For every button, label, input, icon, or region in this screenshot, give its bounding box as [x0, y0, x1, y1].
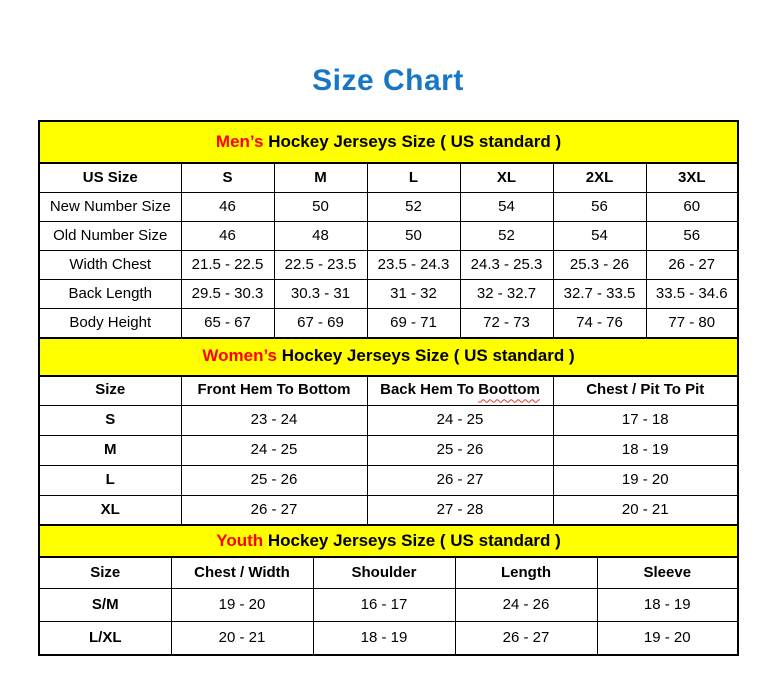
- womens-band-row: [39, 338, 738, 376]
- mens-data-cell: 54: [553, 222, 646, 251]
- mens-data-cell: 48: [274, 222, 367, 251]
- youth-section-title-rest: Hockey Jerseys Size ( US standard ): [263, 530, 561, 550]
- womens-data-cell: 19 - 20: [553, 465, 738, 495]
- mens-data-cell: 52: [367, 193, 460, 222]
- youth-data-cell: 18 - 19: [313, 622, 455, 656]
- womens-row-label: M: [39, 435, 181, 465]
- womens-header-cell: Chest / Pit To Pit: [553, 376, 738, 406]
- youth-header-cell: Shoulder: [313, 557, 455, 589]
- womens-row-label: XL: [39, 495, 181, 526]
- womens-header-cell: Front Hem To Bottom: [181, 376, 367, 406]
- mens-data-cell: 46: [181, 193, 274, 222]
- youth-data-row: [39, 622, 738, 656]
- mens-header-row: [39, 163, 738, 193]
- youth-header-cell: Length: [455, 557, 597, 589]
- mens-row-label: Old Number Size: [39, 222, 181, 251]
- mens-data-cell: 30.3 - 31: [274, 280, 367, 309]
- youth-section-title-highlight: Youth: [216, 530, 264, 550]
- mens-header-cell: 3XL: [646, 163, 738, 193]
- womens-data-cell: 27 - 28: [367, 495, 553, 526]
- youth-data-cell: 16 - 17: [313, 589, 455, 622]
- size-tables-container: [38, 120, 737, 656]
- youth-data-cell: 18 - 19: [597, 589, 738, 622]
- mens-section-title-highlight: Men’s: [215, 131, 264, 151]
- page-title: Size Chart: [312, 64, 464, 97]
- womens-data-cell: 24 - 25: [367, 405, 553, 435]
- womens-data-row: [39, 465, 738, 495]
- mens-band-row: [39, 121, 738, 163]
- mens-data-row: [39, 280, 738, 309]
- mens-data-cell: 32.7 - 33.5: [553, 280, 646, 309]
- mens-data-cell: 46: [181, 222, 274, 251]
- womens-header-cell: Size: [39, 376, 181, 406]
- mens-header-cell: XL: [460, 163, 553, 193]
- mens-row-label: Back Length: [39, 280, 181, 309]
- womens-size-table: [38, 337, 739, 527]
- womens-section-title-highlight: Women’s: [202, 346, 277, 366]
- youth-data-cell: 26 - 27: [455, 622, 597, 656]
- mens-row-label: Width Chest: [39, 251, 181, 280]
- womens-data-cell: 20 - 21: [553, 495, 738, 526]
- youth-data-cell: 24 - 26: [455, 589, 597, 622]
- youth-header-cell: Sleeve: [597, 557, 738, 589]
- mens-section-title-rest: Hockey Jerseys Size ( US standard ): [263, 131, 562, 151]
- youth-size-table: [38, 524, 739, 656]
- mens-data-cell: 56: [646, 222, 738, 251]
- womens-row-label: S: [39, 405, 181, 435]
- mens-data-cell: 32 - 32.7: [460, 280, 553, 309]
- youth-header-cell: Chest / Width: [171, 557, 313, 589]
- womens-data-cell: 24 - 25: [181, 435, 367, 465]
- mens-data-cell: 23.5 - 24.3: [367, 251, 460, 280]
- youth-data-cell: 20 - 21: [171, 622, 313, 656]
- womens-data-row: [39, 435, 738, 465]
- youth-row-label: L/XL: [39, 622, 171, 656]
- youth-band-row: [39, 525, 738, 557]
- mens-row-label: Body Height: [39, 309, 181, 339]
- mens-data-cell: 60: [646, 193, 738, 222]
- womens-data-cell: 26 - 27: [367, 465, 553, 495]
- youth-row-label: S/M: [39, 589, 171, 622]
- youth-data-row: [39, 589, 738, 622]
- mens-data-cell: 22.5 - 23.5: [274, 251, 367, 280]
- mens-data-cell: 26 - 27: [646, 251, 738, 280]
- mens-data-cell: 50: [274, 193, 367, 222]
- mens-header-cell: M: [274, 163, 367, 193]
- womens-data-row: [39, 405, 738, 435]
- womens-data-cell: 18 - 19: [553, 435, 738, 465]
- womens-header-cell: [367, 376, 553, 406]
- mens-data-cell: 21.5 - 22.5: [181, 251, 274, 280]
- womens-section-title: [39, 338, 738, 376]
- mens-data-row: [39, 222, 738, 251]
- mens-section-title: [39, 121, 738, 163]
- mens-data-cell: 33.5 - 34.6: [646, 280, 738, 309]
- youth-section-title: [39, 525, 738, 557]
- mens-data-row: [39, 309, 738, 339]
- mens-header-cell: 2XL: [553, 163, 646, 193]
- youth-data-cell: 19 - 20: [171, 589, 313, 622]
- womens-misspelled-word: Boottom: [478, 381, 540, 399]
- mens-data-cell: 50: [367, 222, 460, 251]
- womens-data-cell: 25 - 26: [367, 435, 553, 465]
- mens-row-label: New Number Size: [39, 193, 181, 222]
- youth-header-cell: Size: [39, 557, 171, 589]
- womens-row-label: L: [39, 465, 181, 495]
- mens-data-row: [39, 193, 738, 222]
- mens-data-cell: 69 - 71: [367, 309, 460, 339]
- womens-data-cell: 23 - 24: [181, 405, 367, 435]
- mens-data-cell: 77 - 80: [646, 309, 738, 339]
- youth-data-cell: 19 - 20: [597, 622, 738, 656]
- womens-header-row: [39, 376, 738, 406]
- youth-header-row: [39, 557, 738, 589]
- mens-data-cell: 52: [460, 222, 553, 251]
- womens-data-cell: 17 - 18: [553, 405, 738, 435]
- mens-header-cell: US Size: [39, 163, 181, 193]
- womens-data-cell: 25 - 26: [181, 465, 367, 495]
- mens-data-cell: 29.5 - 30.3: [181, 280, 274, 309]
- mens-header-cell: S: [181, 163, 274, 193]
- mens-data-cell: 72 - 73: [460, 309, 553, 339]
- mens-data-cell: 65 - 67: [181, 309, 274, 339]
- womens-header-text: Back Hem To: [380, 381, 479, 399]
- mens-size-table: [38, 120, 739, 339]
- mens-data-row: [39, 251, 738, 280]
- mens-data-cell: 31 - 32: [367, 280, 460, 309]
- mens-data-cell: 67 - 69: [274, 309, 367, 339]
- womens-data-row: [39, 495, 738, 526]
- mens-data-cell: 54: [460, 193, 553, 222]
- womens-section-title-rest: Hockey Jerseys Size ( US standard ): [277, 346, 575, 366]
- mens-data-cell: 24.3 - 25.3: [460, 251, 553, 280]
- mens-data-cell: 74 - 76: [553, 309, 646, 339]
- mens-data-cell: 56: [553, 193, 646, 222]
- womens-data-cell: 26 - 27: [181, 495, 367, 526]
- mens-data-cell: 25.3 - 26: [553, 251, 646, 280]
- mens-header-cell: L: [367, 163, 460, 193]
